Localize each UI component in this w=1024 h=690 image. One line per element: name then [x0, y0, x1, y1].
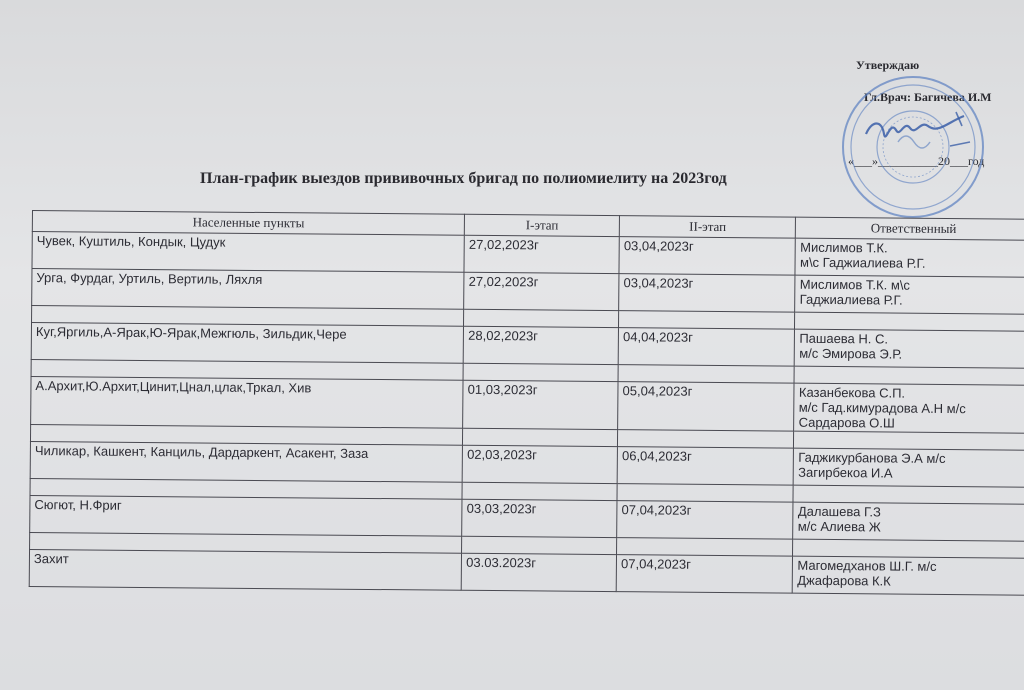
header-settlements: Населенные пункты — [32, 211, 464, 236]
stage-1-date: 03,03,2023г — [462, 499, 617, 537]
table-row — [29, 549, 1024, 595]
responsible-line: м/с Алиева Ж — [797, 518, 881, 535]
responsible-line: м/с Эмирова Э.Р. — [799, 345, 903, 362]
stage-2-date: 03,04,2023г — [619, 274, 796, 313]
responsible-cell — [795, 329, 1024, 368]
responsible-line: Мислимов Т.К. м\с — [799, 276, 911, 293]
approval-title: Утверждаю — [856, 58, 920, 72]
stage-1-date: 27,02,2023г — [464, 235, 619, 273]
settlements-cell: А.Архит,Ю.Архит,Цинит,Цнал,цлак,Тркал, Хив — [31, 376, 464, 428]
responsible-cell — [794, 448, 1024, 487]
header-stage-1: I-этап — [465, 214, 620, 236]
stage-1-date: 01,03,2023г — [463, 380, 618, 429]
stage-2-date: 07,04,2023г — [617, 501, 794, 540]
stage-1-date: 27,02,2023г — [464, 272, 619, 310]
responsible-cell — [795, 238, 1024, 277]
settlements-cell: Захит — [29, 549, 462, 590]
responsible-cell — [795, 275, 1024, 314]
settlements-cell: Чувек, Куштиль, Кондык, Цудук — [32, 232, 465, 273]
responsible-line: Гаджиалиева Р.Г. — [799, 291, 903, 308]
responsible-line: Мислимов Т.К. — [800, 239, 888, 256]
responsible-line: Загирбекоа И.А — [798, 464, 893, 481]
settlements-cell: Урга, Фурдаг, Уртиль, Вертиль, Ляхля — [32, 269, 465, 310]
responsible-line: Пашаева Н. С. — [799, 330, 889, 347]
stage-2-date: 03,04,2023г — [619, 237, 796, 276]
settlements-cell: Куг,Яргиль,А-Ярак,Ю-Ярак,Межгюль, Зильдик,Чере — [31, 323, 464, 364]
round-stamp-icon — [838, 72, 988, 222]
header-responsible: Ответственный — [796, 217, 1024, 240]
responsible-cell — [793, 502, 1024, 541]
stage-2-date: 05,04,2023г — [618, 382, 795, 432]
settlements-cell: Чиликар, Кашкент, Канциль, Дардаркент, Асакент, Заза — [30, 441, 463, 482]
settlements-cell: Сюгют, Н.Фриг — [30, 495, 463, 536]
stage-1-date: 02,03,2023г — [462, 445, 617, 483]
responsible-line: Гаджикурбанова Э.А м/с — [798, 449, 946, 466]
stage-1-date: 28,02,2023г — [463, 326, 618, 364]
table-row — [31, 376, 1024, 433]
responsible-cell — [793, 556, 1024, 595]
responsible-line: Сардарова О.Ш — [798, 414, 895, 431]
responsible-line: м/с Гад.кимурадова А.Н м/с — [798, 399, 966, 417]
stage-1-date: 03.03.2023г — [461, 553, 616, 591]
responsible-line: м\с Гаджиалиева Р.Г. — [799, 254, 926, 271]
approval-date-line: «___»__________20___год — [848, 154, 985, 168]
responsible-line: Казанбекова С.П. — [798, 384, 906, 401]
document-title: План-график выездов прививочных бригад по полиомиелиту на 2023год — [200, 170, 727, 187]
responsible-line: Магомедханов Ш.Г. м/с — [797, 557, 937, 574]
responsible-line: Далашева Г.З — [797, 503, 881, 520]
responsible-line: Джафарова К.К — [797, 572, 891, 589]
schedule-table — [29, 210, 1024, 596]
approval-chief-doctor: Гл.Врач: Багичева И.М — [864, 90, 992, 104]
responsible-cell — [794, 383, 1024, 433]
stage-2-date: 06,04,2023г — [617, 447, 794, 486]
stage-2-date: 07,04,2023г — [616, 555, 793, 594]
header-stage-2: II-этап — [619, 216, 796, 239]
stage-2-date: 04,04,2023г — [618, 328, 795, 367]
